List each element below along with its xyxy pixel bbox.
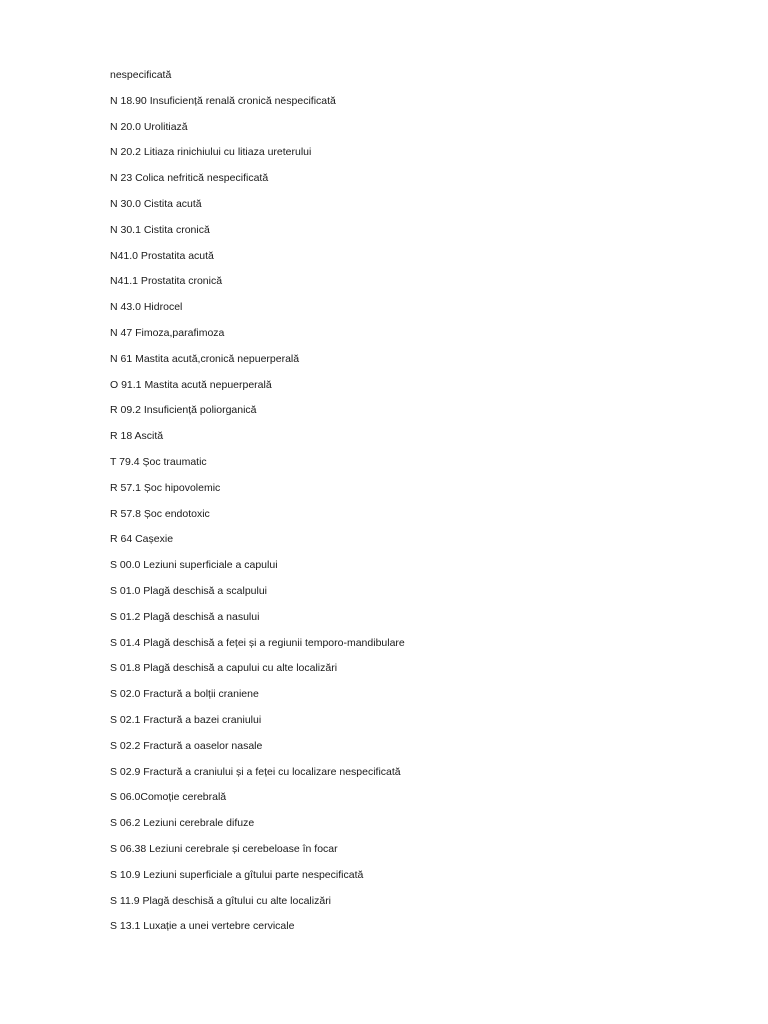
list-item: N 20.0 Urolitiază — [110, 120, 188, 133]
list-item: S 02.2 Fractură a oaselor nasale — [110, 739, 263, 752]
list-item: N 30.1 Cistita cronică — [110, 223, 210, 236]
list-item: R 09.2 Insuficiență poliorganică — [110, 404, 257, 417]
list-item: S 06.0Comoție cerebrală — [110, 791, 227, 804]
list-item: nespecificată — [110, 69, 172, 81]
list-item: N41.1 Prostatita cronică — [110, 275, 223, 288]
list-item: N 23 Colica nefritică nespecificată — [110, 172, 269, 185]
list-item: N 20.2 Litiaza rinichiului cu litiaza ureterului — [110, 146, 312, 159]
list-item: R 64 Cașexie — [110, 533, 174, 546]
list-item: S 10.9 Leziuni superficiale a gîtului parte nespecificată — [110, 868, 364, 881]
list-item: S 02.1 Fractură a bazei craniului — [110, 713, 262, 726]
code-list — [110, 68, 405, 945]
list-item: S 13.1 Luxație a unei vertebre cervicale — [110, 920, 295, 933]
list-item: S 06.2 Leziuni cerebrale difuze — [110, 817, 255, 830]
list-item: S 06.38 Leziuni cerebrale și cerebeloase în focar — [110, 842, 338, 855]
list-item: N 61 Mastita acută,cronică nepuerperală — [110, 352, 300, 365]
list-item: S 02.0 Fractură a bolții craniene — [110, 688, 259, 701]
list-item: S 01.0 Plagă deschisă a scalpului — [110, 584, 268, 597]
list-item: S 11.9 Plagă deschisă a gîtului cu alte localizări — [110, 894, 332, 907]
list-item: S 01.8 Plagă deschisă a capului cu alte localizări — [110, 662, 338, 675]
list-item: T 79.4 Șoc traumatic — [110, 455, 207, 468]
list-item: S 02.9 Fractură a craniului și a feței cu localizare nespecificată — [110, 765, 401, 778]
list-item: S 01.2 Plagă deschisă a nasului — [110, 610, 260, 623]
list-item: N 18.90 Insuficiență renală cronică nespecificată — [110, 94, 336, 107]
list-item: N 30.0 Cistita acută — [110, 197, 202, 210]
list-item: S 00.0 Leziuni superficiale a capului — [110, 559, 278, 572]
list-item: N 43.0 Hidrocel — [110, 301, 183, 314]
list-item: N41.0 Prostatita acută — [110, 249, 214, 262]
list-item: S 01.4 Plagă deschisă a feței și a regiunii temporo-mandibulare — [110, 636, 405, 649]
list-item: R 57.1 Șoc hipovolemic — [110, 481, 221, 494]
list-item: R 18 Ascită — [110, 430, 164, 443]
list-item: R 57.8 Șoc endotoxic — [110, 507, 210, 520]
list-item: O 91.1 Mastita acută nepuerperală — [110, 378, 272, 391]
list-item: N 47 Fimoza,parafimoza — [110, 326, 225, 339]
